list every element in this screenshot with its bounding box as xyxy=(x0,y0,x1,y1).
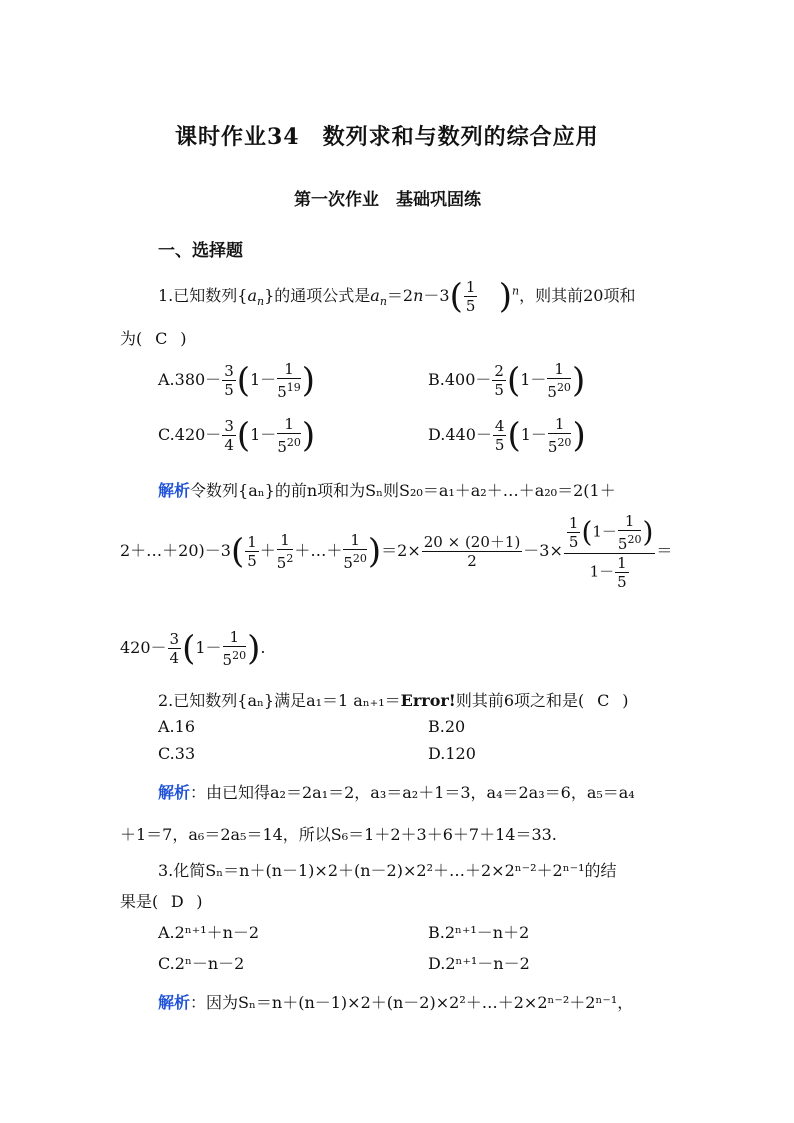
q1-jiexi-line3: 420－ $\frac{3}{4}$ (1－ $\frac{1}{5^{20}}$ ). xyxy=(120,628,266,669)
q1-answer: C xyxy=(155,329,168,348)
q2-jiexi-line2: ＋1＝7，a₆＝2a₅＝14，所以S₆＝1＋2＋3＋6＋7＋14＝33. xyxy=(120,825,557,844)
q3-option-c: C.2ⁿ－n－2 xyxy=(158,954,245,973)
q1-stem: 1.已知数列$\{a_n\}$的通项公式是$a_n=2n-3$( $\frac{1}{5}$ )$^n$，则其前20项和 xyxy=(158,276,636,317)
q1-option-b: B.400－ $\frac{2}{5}$ (1－ $\frac{1}{5^{20}}$ ) xyxy=(428,360,586,401)
q3-stem-line1: 3.化简Sₙ＝n＋(n－1)×2＋(n－2)×2²＋…＋2×2ⁿ⁻²＋2ⁿ⁻¹的结 xyxy=(158,861,617,880)
q3-option-a: A.2ⁿ⁺¹＋n－2 xyxy=(158,923,260,942)
q2-jiexi-line1: 解析：由已知得a₂＝2a₁＝2，a₃＝a₂＋1＝3，a₄＝2a₃＝6，a₅＝a₄ xyxy=(158,783,635,802)
q1-jiexi-line2: 2＋…＋20)－3( $\frac{1}{5}$ ＋ $\frac{1}{5^2}$ ＋…＋ $\frac{1}{5^{20}}$ )＝2× $\frac{20 \times (20+1)}{2}$ －3× $\frac{1}{5}$ (1－ $\frac{1}{5^{20}}$ ) 1－ $\frac{1}{5}$ ＝ xyxy=(120,512,673,591)
q2-option-b: B.20 xyxy=(428,717,466,736)
q1-jiexi-line1: 解析令数列{aₙ}的前n项和为Sₙ则S₂₀＝a₁＋a₂＋…＋a₂₀＝2(1＋ xyxy=(158,481,616,500)
q2-option-d: D.120 xyxy=(428,744,476,763)
q2-stem: 2.已知数列{aₙ}满足a₁＝1 aₙ₊₁＝Error!则其前6项之和是( C ) xyxy=(158,691,629,710)
page-subtitle: 第一次作业 基础巩固练 xyxy=(294,190,481,210)
q1-option-a: A.380－ $\frac{3}{5}$ (1－ $\frac{1}{5^{19}}$ ) xyxy=(158,360,315,401)
q2-option-c: C.33 xyxy=(158,744,196,763)
jiexi-label: 解析 xyxy=(158,783,191,802)
q2-answer: C xyxy=(597,691,610,710)
section-heading: 一、选择题 xyxy=(158,241,243,261)
q3-jiexi-line1: 解析：因为Sₙ＝n＋(n－1)×2＋(n－2)×2²＋…＋2×2ⁿ⁻²＋2ⁿ⁻¹， xyxy=(158,993,634,1012)
q2-option-a: A.16 xyxy=(158,717,195,736)
page-title: 课时作业34 数列求和与数列的综合应用 xyxy=(175,124,599,150)
jiexi-label: 解析 xyxy=(158,993,191,1012)
jiexi-label: 解析 xyxy=(158,481,191,500)
q3-option-b: B.2ⁿ⁺¹－n＋2 xyxy=(428,923,530,942)
q1-stem-line2: 为( C ) xyxy=(120,329,187,348)
q3-stem-line2: 果是( D ) xyxy=(120,892,203,911)
q3-option-d: D.2ⁿ⁺¹－n－2 xyxy=(428,954,530,973)
q1-option-c: C.420－ $\frac{3}{4}$ (1－ $\frac{1}{5^{20}}$ ) xyxy=(158,415,316,456)
q1-option-d: D.440－ $\frac{4}{5}$ (1－ $\frac{1}{5^{20}}$ ) xyxy=(428,415,586,456)
q3-answer: D xyxy=(170,892,184,911)
